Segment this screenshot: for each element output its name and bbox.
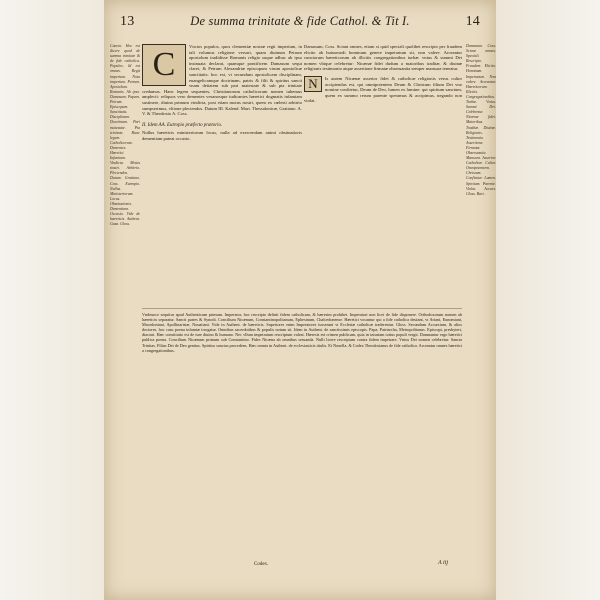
main-right-paragraph-2: Is autem Nicænæ assertor fidei & catholicæ religionis verus cultor accipiendus est, qui omnipotentem Deum & Christum filium Dei vno nomine confitetur, Deum de Deo, lumen ex lumine: qui spiritum sanctum, quem ex summo rerum parente speramus & accipimus, negando non violat.	[304, 75, 462, 104]
catchword: Codex.	[254, 562, 269, 567]
footnote-commentary: Vndeuoce sequitur apud Authenticum primum. Imperator, hoc rescripto definit fidem catholicam, & hæresim prohibet. Imperatori non licet de fide disponere. Orthodoxorum nomen ab hæreticis separatur. Sancti patres & Synodi. Concilium Nicænum, Constantinopolitanum, Ephesinum, Chalcedonense. Hæretici vocantur qui a fide catholica deuiant, vt Ariani, Eunomiani, Macedoniani, Apollinaristæ, Nouatiani. Vide in Authent. de hæreticis. Superiores enim Imperatores iusserunt vt Ecclesiæ catholicæ traderentur. Gloss. Secundum Accursium, & alios doctores, hoc casu poena infamiæ irrogatur. Omnibus sacerdotibus & populis notum sit. Idem in Authent. de sanctissimis episcopis. Papa, Patriarcha, Metropolitanus. Episcopi, presbyteri, diaconi. Hæc constitutio est de iure diuino & humano. Nec vllum impetratum rescriptum valeat. Hæresis est crimen publicum, quia in iniuriam totius populi vergit. Damnantur ergo hæretici publica poena. Concilium Nicænum primum sub Constantino. Fides Nicæna ab omnibus seruanda. Nulli licere rescriptum contra fidem impetrare. Vnius Dei nomen celebretur. Sancta Trinitas. Filius Dei de Deo genitus. Spiritus sanctus procedens. Hæc omnia in Authent. de ecclesiasticis titulis. Et Nouella, & Codex Theodosianus de fide catholica. Arceantur omnes hæretici a congregationibus.	[142, 312, 462, 353]
decorated-initial: C	[142, 44, 186, 86]
right-marginal-gloss: Damasum. Coss. Sciant omnes. Speciali. Rescripto. Fraudem. Elicito. Hominum. Impetratum. Non valere. Arceantur. Hæreticorum. Illicitis. Congregationibus. Turbæ. Vnius. Summi Dei. Celebretur. Nicænæ fidei. Maioribus. Traditæ. Diuinæ. Religionis. Testimonio. Assertione. Firmatæ. Obseruantia. Mansura. Assertor. Catholicæ. Cultor. Omnipotentem. Christum. Confitetur. Lumen. Spiritum. Parente. Violat. Accurs. Gloss. Bart.	[466, 44, 496, 196]
running-header	[120, 14, 480, 34]
signature-mark: A iij	[438, 560, 449, 566]
section-heading: II. Idem AA. Eutropio præfecto prætorio.	[142, 122, 223, 128]
running-title: De summa trinitate & fide Cathol. & Tit I.	[190, 14, 410, 28]
right-page-number: 14	[465, 14, 480, 29]
main-left-paragraph-1: Vncios populos, quos clementiæ nostræ regit imperium, in tali volumus religione versari, quam diuinum Petrum apostolum tradidisse Romanis religio usque adhuc ab ipso insinuata declarat, quamque pontificem Damasum sequi claret, & Petrum Alexandriæ episcopum virum apostolicæ sanctitatis: hoc est, vt secundum apostolicam disciplinam, euangelicamque doctrinam, patris & filii & spiritus sancti vnam deitatem sub pari maiestate & sub pia trinitate credamus. Hanc legem sequentes, Christianorum catholicorum nomen iubemus amplecti: reliquos vero dementes vesanosque iudicantes hæretici dogmatis infamiam sustinere, diuina primum vindicta, post etiam motus nostri, quem ex cœlesti arbitrio sumpserimus, vltione plectendos. Datum III. Kalend. Mart. Thessalonicæ, Gratiano. A. V. & Theodosio A. Coss.	[142, 44, 302, 117]
main-text-left-column	[142, 44, 302, 306]
right-margin-background	[496, 0, 600, 600]
main-left-paragraph-2: Nullus hæreticis ministeriorum locus, nulla ad exercendam animi obstinatioris dementiam pateat occasio.	[142, 130, 302, 141]
main-right-paragraph-1: Damasum, Coss. Sciant omnes, etiam si quid speciali quolibet rescripto per fraudem elicito ab huiusmodi hominum genere impetratum sit, non valere. Arceantur cunctorum hæreticorum ab illicitis congregationibus turbæ: vnius & summi Dei nomen vbique celebretur: Nicænæ fidei dudum a maioribus traditæ, & diuinæ religionis testimonio atque assertione firmatæ obseruantia semper mansura teneatur.	[304, 44, 462, 72]
decorated-initial-small: N	[304, 76, 322, 92]
left-page-number: 13	[120, 14, 135, 29]
main-text-right-column	[304, 44, 462, 306]
book-page	[104, 0, 496, 600]
spacer	[142, 117, 302, 121]
left-marginal-gloss: Cuncto. Hoc est dicere quod de summa trinitate & de fide catholica. Populos. Id est omnes. Regit imperium. Nota imperium. Petrum. Apostolum. Romanis. Ab ipso. Damasum. Papam. Petrum. Episcopum. Sanctitatis. Disciplinam. Doctrinam. Pari maiestate. Pia trinitate. Hanc legem. Catholicorum. Dementes. Hæretici. Infamiam. Vindicta. Motus nostri. Arbitrio. Plectendos. Datum. Gratiano. Coss. Eutropio. Nullus. Ministeriorum. Locus. Obstinationis. Dementiam. Occasio. Vide de hæreticis. Authent. Gaza. Gloss.	[110, 44, 140, 227]
left-margin-background	[0, 0, 104, 600]
section-divider	[142, 308, 462, 309]
